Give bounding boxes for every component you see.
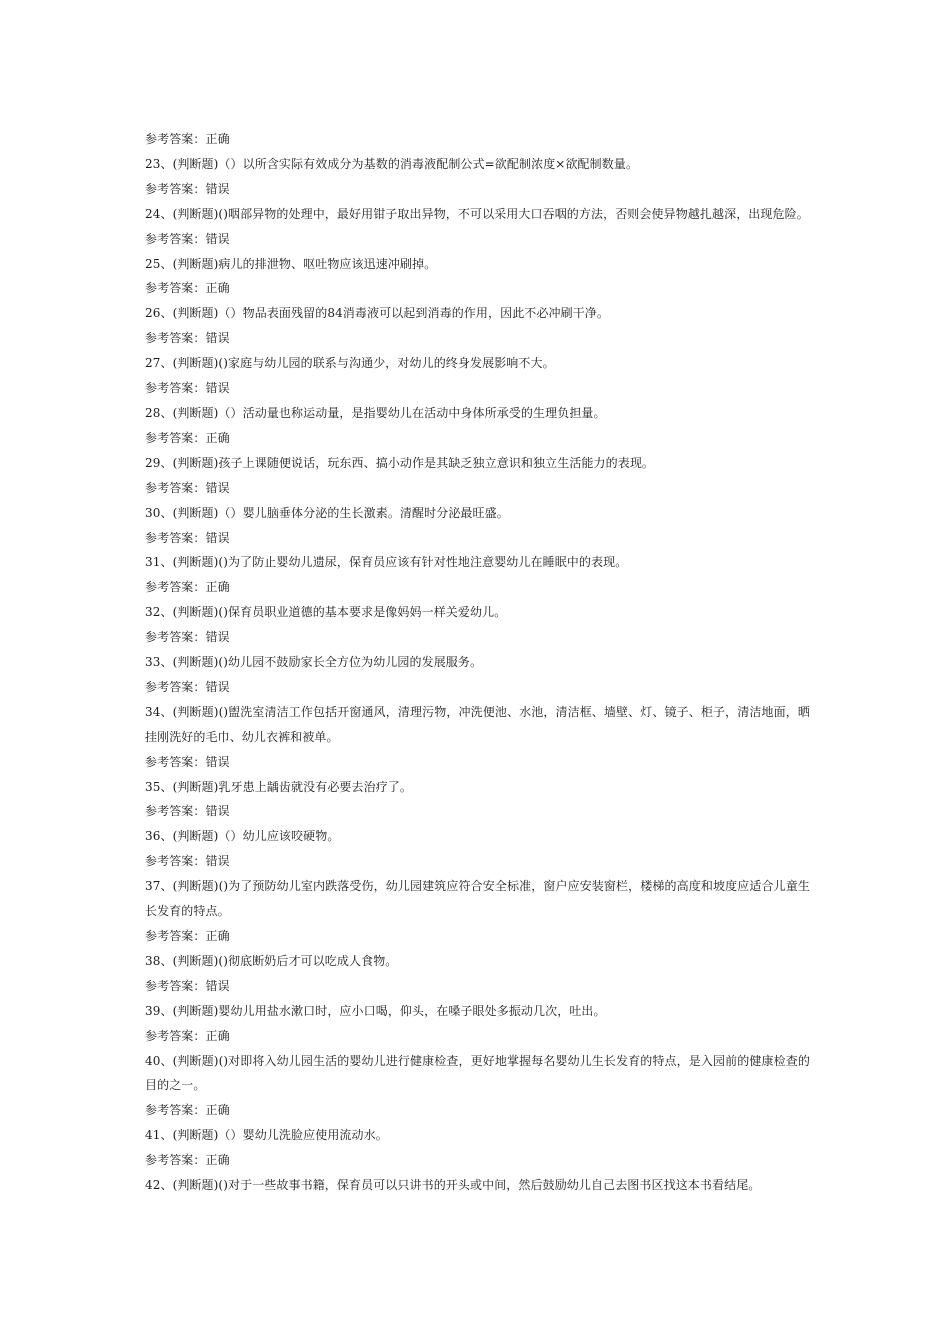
answer-line: 参考答案：正确 xyxy=(145,281,230,296)
answer-line: 参考答案：错误 xyxy=(145,480,230,495)
answer-line: 参考答案：错误 xyxy=(145,679,230,694)
answer-line: 参考答案：正确 xyxy=(145,430,230,445)
question-line: 32、(判断题)()保育员职业道德的基本要求是像妈妈一样关爱幼儿。 xyxy=(145,605,507,620)
answer-line: 参考答案：错误 xyxy=(145,854,230,869)
answer-line: 参考答案：正确 xyxy=(145,1153,230,1168)
question-line: 33、(判断题)()幼儿园不鼓励家长全方位为幼儿园的发展服务。 xyxy=(145,655,483,670)
answer-line: 参考答案：错误 xyxy=(145,381,230,396)
answer-line: 参考答案：错误 xyxy=(145,978,230,993)
question-line: 41、(判断题)（）婴幼儿洗脸应使用流动水。 xyxy=(145,1128,388,1143)
question-list xyxy=(145,127,810,1198)
question-line: 36、(判断题)（）幼儿应该咬硬物。 xyxy=(145,829,340,844)
question-line: 42、(判断题)()对于一些故事书籍，保育员可以只讲书的开头或中间，然后鼓励幼儿自己去图书区找这本书看结尾。 xyxy=(145,1178,761,1193)
question-line: 28、(判断题)（）活动量也称运动量，是指婴幼儿在活动中身体所承受的生理负担量。 xyxy=(145,405,606,420)
question-line: 40、(判断题)()对即将入幼儿园生活的婴幼儿进行健康检查，更好地掌握每名婴幼儿生长发育的特点，是入园前的健康检查的目的之一。 xyxy=(145,1053,810,1093)
question-line: 30、(判断题)（）婴儿脑垂体分泌的生长激素。清醒时分泌最旺盛。 xyxy=(145,505,509,520)
answer-line: 参考答案：正确 xyxy=(145,1028,230,1043)
answer-line: 参考答案：错误 xyxy=(145,231,230,246)
answer-line: 参考答案：正确 xyxy=(145,929,230,943)
question-line: 27、(判断题)()家庭与幼儿园的联系与沟通少，对幼儿的终身发展影响不大。 xyxy=(145,356,555,371)
question-line: 25、(判断题)病儿的排泄物、呕吐物应该迅速冲刷掉。 xyxy=(145,256,437,271)
question-line: 26、(判断题)（）物品表面残留的84消毒液可以起到消毒的作用，因此不必冲刷干净。 xyxy=(145,306,610,321)
question-line: 29、(判断题)孩子上课随便说话，玩东西、搞小动作是其缺乏独立意识和独立生活能力的表现。 xyxy=(145,455,655,470)
question-line: 24、(判断题)()咽部异物的处理中，最好用钳子取出异物，不可以采用大口吞咽的方法，否则会使异物越扎越深，出现危险。 xyxy=(145,206,809,221)
question-line: 23、(判断题)（）以所含实际有效成分为基数的消毒液配制公式=欲配制浓度×欲配制数量。 xyxy=(145,156,639,171)
answer-line: 参考答案：错误 xyxy=(145,754,230,769)
question-line: 34、(判断题)()盥洗室清洁工作包括开窗通风，清理污物，冲洗便池、水池，清洁框、墙壁、灯、镜子、柜子，清洁地面，晒挂刚洗好的毛巾、幼儿衣裤和被单。 xyxy=(145,704,810,744)
question-line: 39、(判断题)婴幼儿用盐水漱口时，应小口喝，仰头，在嗓子眼处多振动几次，吐出。 xyxy=(145,1003,606,1018)
answer-line: 参考答案：错误 xyxy=(145,630,230,645)
answer-line: 参考答案：正确 xyxy=(145,132,230,146)
answer-line: 参考答案：错误 xyxy=(145,181,230,196)
question-line: 35、(判断题)乳牙患上龋齿就没有必要去治疗了。 xyxy=(145,779,413,794)
question-line: 37、(判断题)()为了预防幼儿室内跌落受伤，幼儿园建筑应符合安全标准，窗户应安装窗栏，楼梯的高度和坡度应适合儿童生长发育的特点。 xyxy=(145,879,810,919)
question-line: 31、(判断题)()为了防止婴幼儿遗尿，保育员应该有针对性地注意婴幼儿在睡眠中的表现。 xyxy=(145,555,628,570)
answer-line: 参考答案：错误 xyxy=(145,804,230,819)
answer-line: 参考答案：正确 xyxy=(145,1103,230,1118)
answer-line: 参考答案：错误 xyxy=(145,331,230,346)
answer-line: 参考答案：正确 xyxy=(145,580,230,595)
answer-line: 参考答案：错误 xyxy=(145,530,230,545)
question-line: 38、(判断题)()彻底断奶后才可以吃成人食物。 xyxy=(145,953,398,968)
